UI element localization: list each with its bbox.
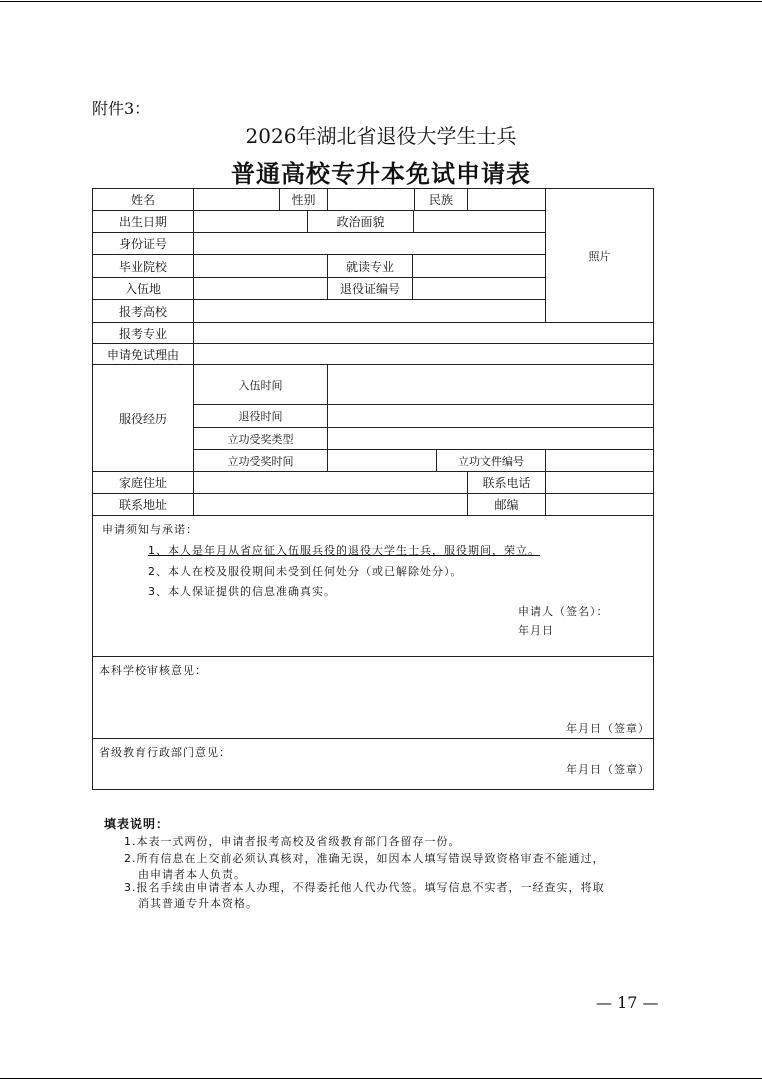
note-item-2: 2.所有信息在上交前必须认真核对，准确无误，如因本人填写错误导致资格审查不能通过， (124, 852, 605, 865)
merit-type-label: 立功受奖类型 (227, 432, 294, 446)
discharge-cert-label: 退役证编号 (339, 282, 400, 296)
top-rule (0, 1, 762, 2)
declaration-item-3: 3、本人保证提供的信息准确真实。 (148, 585, 336, 598)
province-review-label: 省级教育行政部门意见： (99, 746, 231, 759)
birth-date-label: 出生日期 (118, 215, 167, 229)
notes-title: 填表说明： (104, 817, 170, 831)
contact-address-label: 联系地址 (118, 498, 167, 512)
form-title-line2: 普通高校专升本免试申请表 (231, 159, 531, 188)
photo-placeholder: 照片 (588, 249, 611, 263)
id-number-label: 身份证号 (118, 237, 167, 251)
province-review-date-seal: 年月日（签章） (566, 763, 650, 776)
note-item-2-cont: 由申请者本人负责。 (138, 868, 246, 881)
graduate-school-label: 毕业院校 (118, 259, 167, 274)
applicant-date-label: 年月日 (518, 624, 554, 637)
applicant-signature-label: 申请人（签名）： (518, 605, 609, 618)
school-review-label: 本科学校审核意见： (99, 664, 207, 677)
annex-label: 附件3： (92, 99, 151, 118)
ethnicity-label: 民族 (428, 193, 453, 207)
discharge-time-label: 退役时间 (238, 410, 283, 423)
form-title-line1: 2026年湖北省退役大学生士兵 (245, 124, 517, 148)
note-item-3-cont: 消其普通专升本资格。 (138, 897, 258, 910)
home-address-label: 家庭住址 (118, 476, 167, 490)
apply-major-label: 报考专业 (118, 326, 167, 341)
enlist-place-label: 入伍地 (124, 282, 161, 296)
postcode-label: 邮编 (494, 498, 519, 512)
political-status-label: 政治面貌 (336, 215, 385, 229)
exemption-reason-label: 申请免试理由 (106, 347, 179, 362)
major-studied-label: 就读专业 (345, 259, 394, 274)
declaration-item-1: 1、本人是年月从省应征入伍服兵役的退役大学生士兵，服役期间，荣立。 (148, 544, 540, 557)
service-history-label: 服役经历 (118, 411, 167, 426)
page-number: — 17 — (596, 993, 659, 1012)
declaration-heading: 申请须知与承诺： (102, 523, 198, 536)
apply-school-label: 报考高校 (118, 304, 167, 319)
declaration-item-2: 2、本人在校及服役期间未受到任何处分（或已解除处分）。 (148, 565, 463, 578)
note-item-3: 3.报名手续由申请者本人办理，不得委托他人代办代签。填写信息不实者，一经查实，将取 (124, 881, 605, 894)
bottom-rule (0, 1078, 762, 1079)
contact-phone-label: 联系电话 (482, 476, 531, 490)
gender-label: 性别 (291, 193, 316, 207)
merit-doc-no-label: 立功文件编号 (458, 454, 524, 468)
note-item-1: 1.本表一式两份，申请者报考高校及省级教育部门各留存一份。 (124, 835, 461, 848)
school-review-date-seal: 年月日（签章） (566, 722, 650, 735)
name-label: 姓名 (130, 193, 155, 207)
enlist-time-label: 入伍时间 (238, 378, 283, 392)
merit-time-label: 立功受奖时间 (227, 454, 294, 468)
